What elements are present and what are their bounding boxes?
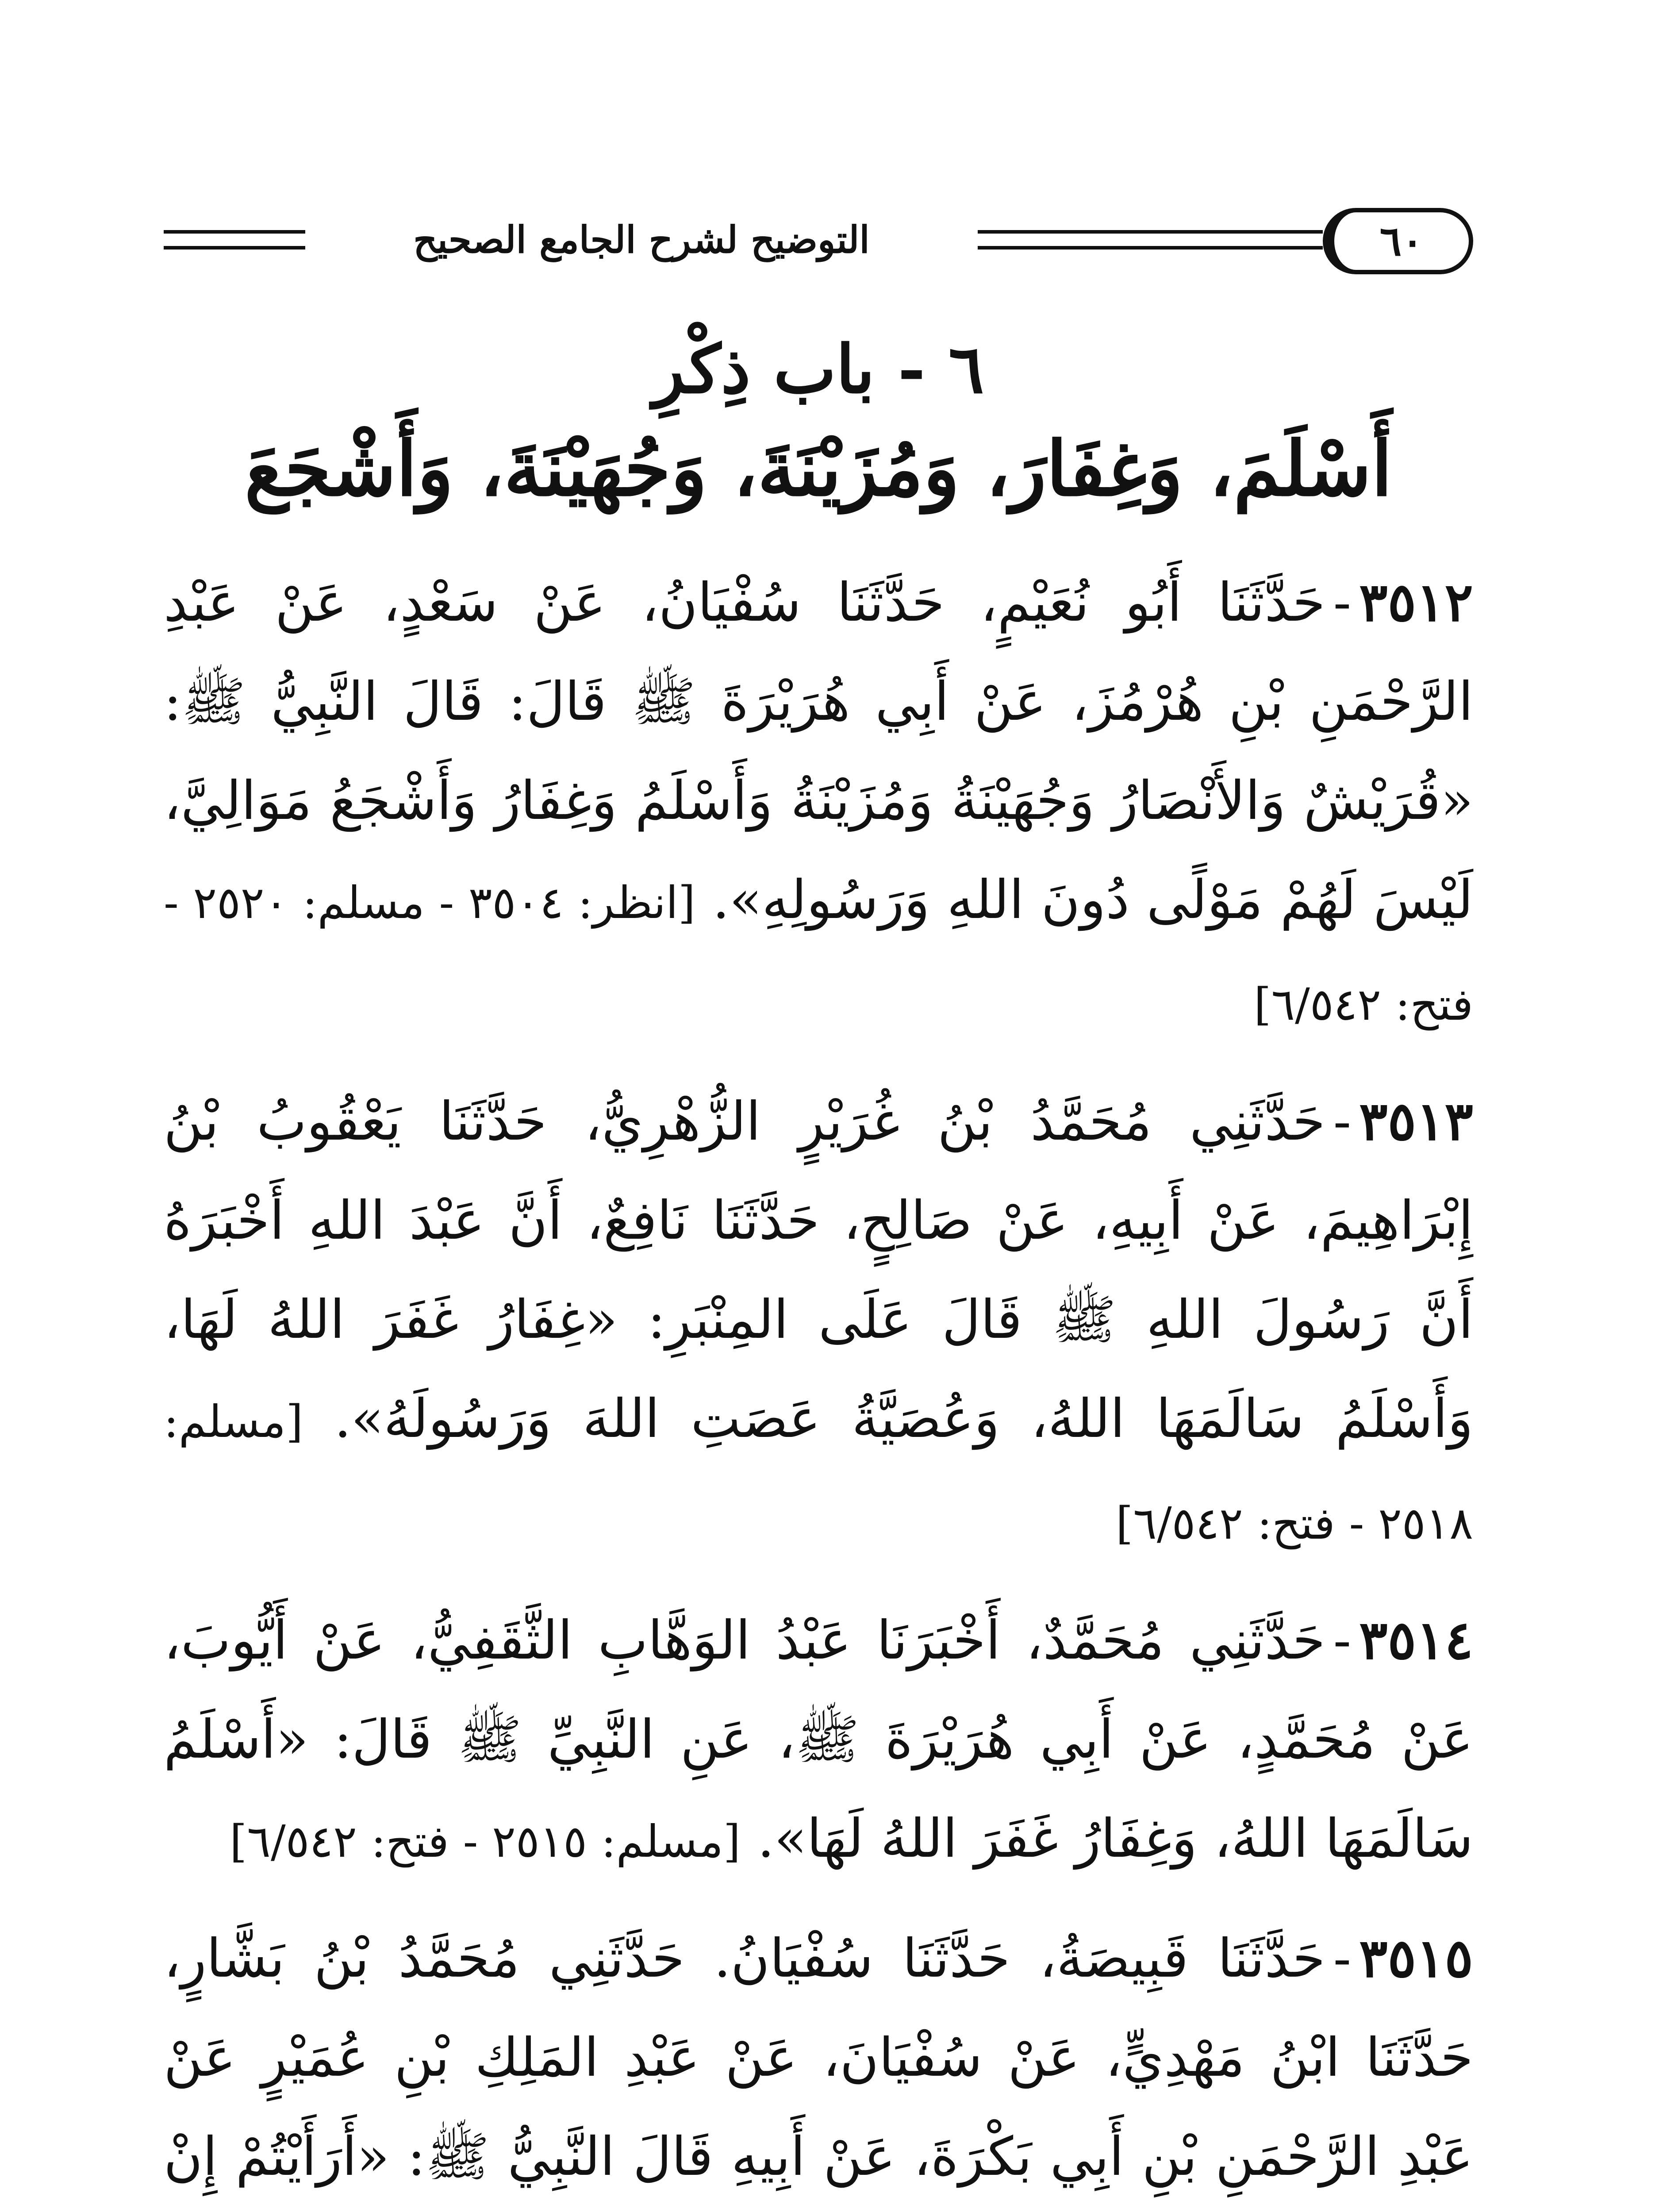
hadith-text: حَدَّثَنَا أَبُو نُعَيْمٍ، حَدَّثَنَا سُفْيَانُ، عَنْ سَعْدٍ، عَنْ عَبْدِ الرَّحْمَنِ بْنِ هُرْمُزَ، عَنْ أَبِي هُرَيْرَةَ ﷺ قَالَ: قَالَ النَّبِيُّ ﷺ: «قُرَيْشٌ وَالأَنْصَارُ وَجُهَيْنَةُ وَمُزَيْنَةُ وَأَسْلَمُ وَغِفَارُ وَأَشْجَعُ مَوَالِيَّ، لَيْسَ لَهُمْ مَوْلًى دُونَ اللهِ وَرَسُولِهِ». — [164, 572, 1473, 931]
header-rule-left — [164, 230, 305, 250]
hadith-source: [مسلم: ٢٥١٨ - فتح: ٦/٥٤٢] — [164, 1396, 1473, 1549]
header-rule-right — [978, 230, 1323, 250]
chapter-title: ٦ - باب ذِكْرِ — [653, 330, 984, 408]
running-header — [164, 199, 1473, 283]
chapter-subtitle: أَسْلَمَ، وَغِفَارَ، وَمُزَيْنَةَ، وَجُهَيْنَةَ، وَأَشْجَعَ — [244, 425, 1393, 513]
page-number: ٦٠ — [1379, 217, 1424, 265]
hadith-number: ٣٥١٢ — [1359, 571, 1473, 634]
hadith-number: ٣٥١٤ — [1359, 1609, 1473, 1671]
hadith-source: [انظر: ٣٥٠٤ - مسلم: ٢٥٢٠ - فتح: ٦/٥٤٢] — [164, 877, 1473, 1030]
book-title: التوضيح لشرح الجامع الصحيح — [413, 218, 870, 261]
hadith-text: حَدَّثَنَا قَبِيصَةُ، حَدَّثَنَا سُفْيَانُ. حَدَّثَنِي مُحَمَّدُ بْنُ بَشَّارٍ، حَدَّثَنَا ابْنُ مَهْدِيٍّ، عَنْ سُفْيَانَ، عَنْ عَبْدِ المَلِكِ بْنِ عُمَيْرٍ عَنْ عَبْدِ الرَّحْمَنِ بْنِ أَبِي بَكْرَةَ، عَنْ أَبِيهِ قَالَ النَّبِيُّ ﷺ: «أَرَأَيْتُمْ إِنْ — [164, 1928, 1473, 2188]
hadith-number: ٣٥١٥ — [1359, 1927, 1473, 1989]
page-number-badge — [1323, 208, 1473, 274]
hadith-3512: ٣٥١٢-حَدَّثَنَا أَبُو نُعَيْمٍ، حَدَّثَنَا سُفْيَانُ، عَنْ سَعْدٍ، عَنْ عَبْدِ الرَّحْمَنِ بْنِ هُرْمُزَ، عَنْ أَبِي هُرَيْرَةَ ﷺ قَالَ: قَالَ النَّبِيُّ ﷺ: «قُرَيْشٌ وَالأَنْصَارُ وَجُهَيْنَةُ وَمُزَيْنَةُ وَأَسْلَمُ وَغِفَارُ وَأَشْجَعُ مَوَالِيَّ، لَيْسَ لَهُمْ مَوْلًى دُونَ اللهِ وَرَسُولِهِ». [انظر: ٣٥٠٤ - مسلم: ٢٥٢٠ - فتح: ٦/٥٤٢] — [164, 571, 1473, 1030]
hadith-3515: ٣٥١٥-حَدَّثَنَا قَبِيصَةُ، حَدَّثَنَا سُفْيَانُ. حَدَّثَنِي مُحَمَّدُ بْنُ بَشَّارٍ، حَدَّثَنَا ابْنُ مَهْدِيٍّ، عَنْ سُفْيَانَ، عَنْ عَبْدِ المَلِكِ بْنِ عُمَيْرٍ عَنْ عَبْدِ الرَّحْمَنِ بْنِ أَبِي بَكْرَةَ، عَنْ أَبِيهِ قَالَ النَّبِيُّ ﷺ: «أَرَأَيْتُمْ إِنْ — [164, 1909, 1473, 2212]
chapter-heading — [164, 323, 1473, 522]
hadith-list — [164, 553, 1473, 2212]
hadith-text: حَدَّثَنِي مُحَمَّدٌ، أَخْبَرَنَا عَبْدُ الوَهَّابِ الثَّقَفِيُّ، عَنْ أَيُّوبَ، عَنْ مُحَمَّدٍ، عَنْ أَبِي هُرَيْرَةَ ﷺ، عَنِ النَّبِيِّ ﷺ قَالَ: «أَسْلَمُ سَالَمَهَا اللهُ، وَغِفَارُ غَفَرَ اللهُ لَهَا». — [164, 1610, 1473, 1870]
hadith-text: حَدَّثَنِي مُحَمَّدُ بْنُ غُرَيْرٍ الزُّهْرِيُّ، حَدَّثَنَا يَعْقُوبُ بْنُ إِبْرَاهِيمَ، عَنْ أَبِيهِ، عَنْ صَالِحٍ، حَدَّثَنَا نَافِعٌ، أَنَّ عَبْدَ اللهِ أَخْبَرَهُ أَنَّ رَسُولَ اللهِ ﷺ قَالَ عَلَى المِنْبَرِ: «غِفَارُ غَفَرَ اللهُ لَهَا، وَأَسْلَمُ سَالَمَهَا اللهُ، وَعُصَيَّةُ عَصَتِ اللهَ وَرَسُولَهُ». — [164, 1091, 1473, 1450]
hadith-3513: ٣٥١٣-حَدَّثَنِي مُحَمَّدُ بْنُ غُرَيْرٍ الزُّهْرِيُّ، حَدَّثَنَا يَعْقُوبُ بْنُ إِبْرَاهِيمَ، عَنْ أَبِيهِ، عَنْ صَالِحٍ، حَدَّثَنَا نَافِعٌ، أَنَّ عَبْدَ اللهِ أَخْبَرَهُ أَنَّ رَسُولَ اللهِ ﷺ قَالَ عَلَى المِنْبَرِ: «غِفَارُ غَفَرَ اللهُ لَهَا، وَأَسْلَمُ سَالَمَهَا اللهُ، وَعُصَيَّةُ عَصَتِ اللهَ وَرَسُولَهُ». [مسلم: ٢٥١٨ - فتح: ٦/٥٤٢] — [164, 1090, 1473, 1549]
hadith-number: ٣٥١٣ — [1359, 1090, 1473, 1152]
hadith-3514: ٣٥١٤-حَدَّثَنِي مُحَمَّدٌ، أَخْبَرَنَا عَبْدُ الوَهَّابِ الثَّقَفِيُّ، عَنْ أَيُّوبَ، عَنْ مُحَمَّدٍ، عَنْ أَبِي هُرَيْرَةَ ﷺ، عَنِ النَّبِيِّ ﷺ قَالَ: «أَسْلَمُ سَالَمَهَا اللهُ، وَغِفَارُ غَفَرَ اللهُ لَهَا». [مسلم: ٢٥١٥ - فتح: ٦/٥٤٢] — [164, 1609, 1473, 1870]
hadith-source: [مسلم: ٢٥١٥ - فتح: ٦/٥٤٢] — [230, 1816, 741, 1867]
